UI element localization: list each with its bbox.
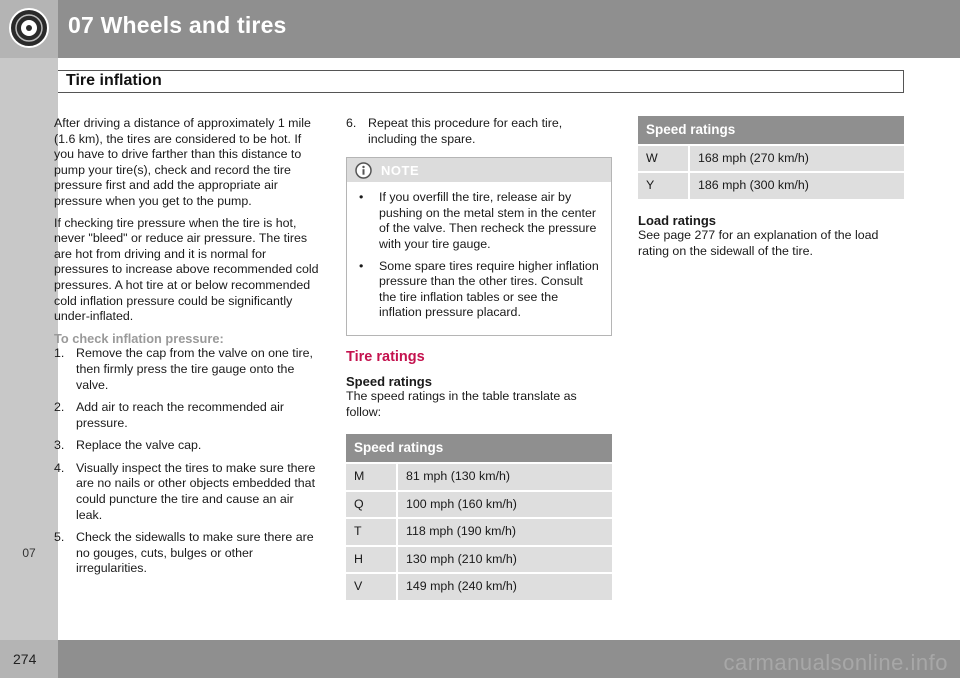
- section-title: Tire inflation: [66, 72, 162, 89]
- table-row: T 118 mph (190 km/h): [346, 519, 612, 545]
- speed-ratings-table-continued: [638, 114, 904, 201]
- list-item: 4. Visually inspect the tires to make sure there are no nails or other objects embedded that could puncture the tire and cause an air leak.: [54, 460, 316, 522]
- info-icon: [355, 162, 372, 179]
- table-row: Y 186 mph (300 km/h): [638, 173, 904, 199]
- list-item: • If you overfill the tire, release air by pushing on the metal stem in the center of the valve. Then recheck the pressure with your tire gauge.: [359, 190, 597, 251]
- list-item: 5. Check the sidewalls to make sure there are no gouges, cuts, bulges or other irregularities.: [54, 530, 314, 576]
- list-item: 2. Add air to reach the recommended air pressure.: [54, 400, 284, 430]
- speed-ratings-heading: Speed ratings: [346, 373, 432, 389]
- table-row: M 81 mph (130 km/h): [346, 464, 612, 490]
- note-box: [346, 157, 612, 336]
- list-item: 3. Replace the valve cap.: [54, 438, 202, 453]
- inflation-steps-continued: [346, 116, 612, 147]
- page-footer: [0, 640, 960, 678]
- watermark: carmanualsonline.info: [723, 650, 948, 675]
- chapter-tab-label: 07: [22, 546, 36, 560]
- note-header: [347, 158, 611, 182]
- list-item: • Some spare tires require higher inflation pressure than the other tires. Consult the tire inflation tables or see the inflation pressure placard.: [359, 258, 599, 320]
- table-row: H 130 mph (210 km/h): [346, 547, 612, 573]
- speed-ratings-table: [346, 432, 612, 602]
- page-number-box: [0, 640, 58, 678]
- table-header: Speed ratings: [638, 116, 904, 144]
- chapter-sidebar: [0, 58, 58, 640]
- load-ratings-text: See page 277 for an explanation of the load rating on the sidewall of the tire.: [638, 228, 879, 258]
- column-3: [638, 116, 904, 266]
- list-item: 6. Repeat this procedure for each tire, including the spare.: [346, 116, 563, 146]
- inflation-subheading: To check inflation pressure:: [54, 330, 224, 346]
- table-header: Speed ratings: [346, 434, 612, 462]
- page-number: 274: [13, 651, 37, 667]
- tire-icon: [8, 7, 50, 49]
- note-label: NOTE: [381, 163, 420, 179]
- chapter-title: 07 Wheels and tires: [68, 12, 287, 38]
- section-title-bar: [58, 70, 904, 93]
- load-ratings-heading: Load ratings: [638, 212, 717, 228]
- paragraph-bleed-warning: If checking tire pressure when the tire is hot, never "bleed" or reduce air pressure. The tires are hot from driving and it is normal for pressures to increase above recommended cold pressures. A hot tire at or below recommended cold inflation pressure could be significantly under-inflated.: [54, 215, 319, 324]
- table-row: V 149 mph (240 km/h): [346, 574, 612, 600]
- column-2: [346, 116, 612, 602]
- tire-ratings-heading: Tire ratings: [346, 348, 425, 365]
- chapter-header: [0, 0, 960, 58]
- table-row: W 168 mph (270 km/h): [638, 146, 904, 172]
- column-1: [54, 116, 322, 584]
- table-row: Q 100 mph (160 km/h): [346, 492, 612, 518]
- list-item: 1. Remove the cap from the valve on one tire, then firmly press the tire gauge onto the valve.: [54, 346, 313, 392]
- chapter-icon-box: [0, 0, 58, 58]
- paragraph-hot-tires: After driving a distance of approximately 1 mile (1.6 km), the tires are considered to be hot. If you have to drive farther than this distance to pump your tire(s), check and record the tire pressure first and add the appropriate air pressure when you get to the pump.: [54, 116, 311, 208]
- speed-ratings-text: The speed ratings in the table translate as follow:: [346, 389, 577, 419]
- note-bullets: [347, 190, 611, 321]
- inflation-steps: [54, 346, 322, 577]
